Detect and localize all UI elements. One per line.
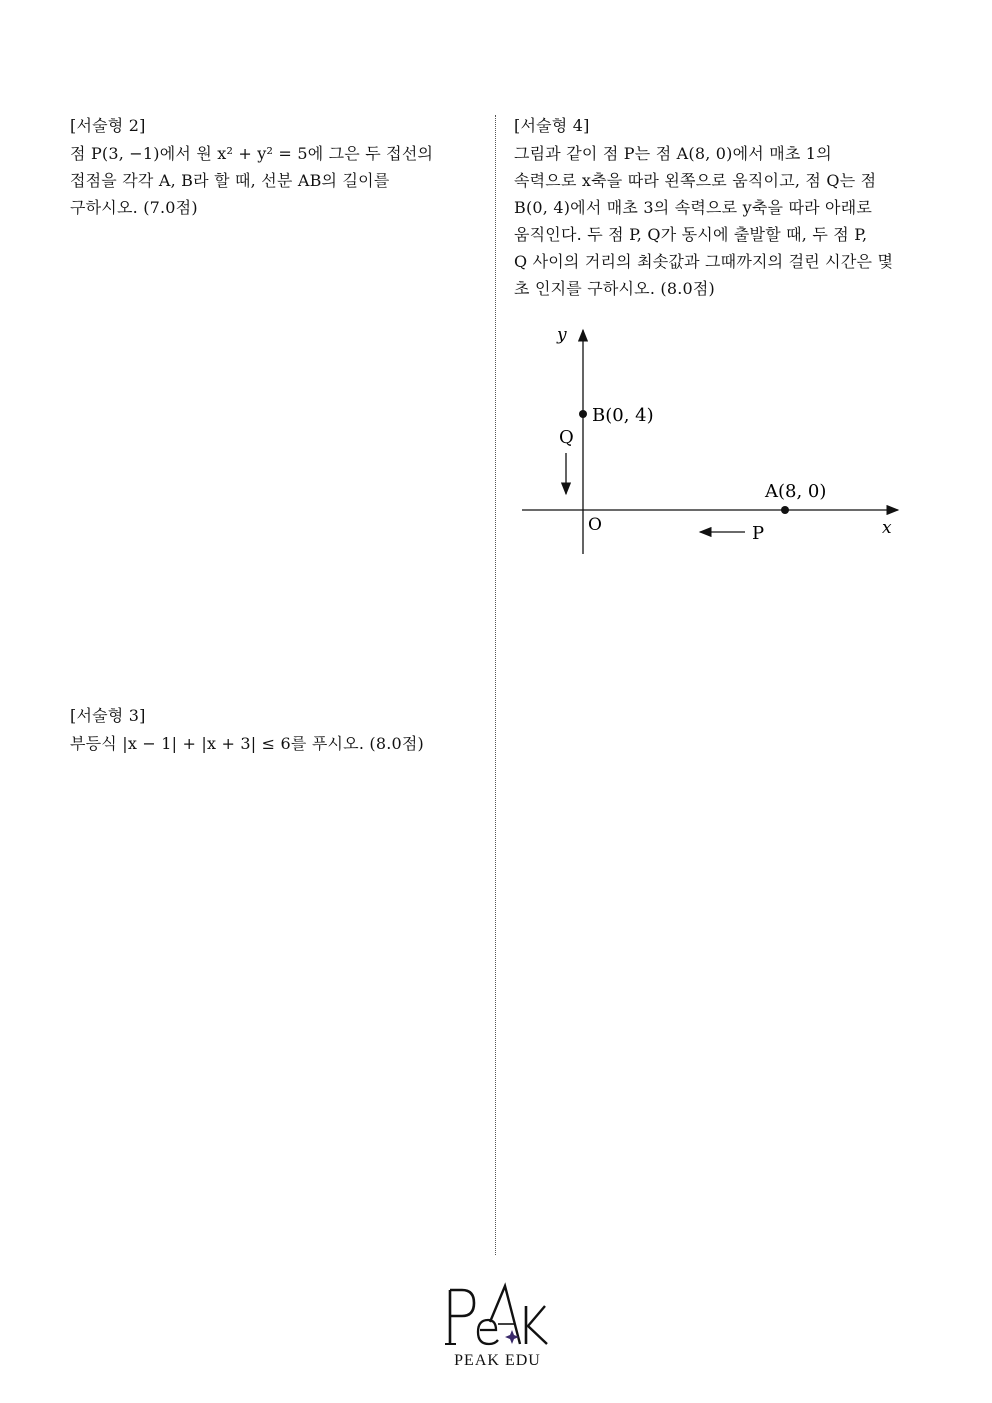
problem-4-line-4: 움직인다. 두 점 P, Q가 동시에 출발할 때, 두 점 P, — [514, 225, 868, 244]
q-label: Q — [559, 427, 574, 448]
x-axis-label: x — [882, 518, 892, 538]
problem-4 — [514, 112, 934, 302]
problem-2-title: [서술형 2] — [70, 116, 146, 135]
problem-4-line-6: 초 인지를 구하시오. (8.0점) — [514, 279, 715, 298]
problem-2-line-1: 점 P(3, −1)에서 원 x² + y² = 5에 그은 두 접선의 — [70, 144, 434, 163]
problem-2-line-2: 접점을 각각 A, B라 할 때, 선분 AB의 길이를 — [70, 171, 390, 190]
peak-logo-mark — [440, 1282, 555, 1352]
problem-3-line-1: 부등식 |x − 1| + |x + 3| ≤ 6를 푸시오. (8.0점) — [70, 734, 424, 753]
origin-label: O — [588, 515, 602, 535]
problem-4-line-2: 속력으로 x축을 따라 왼쪽으로 움직이고, 점 Q는 점 — [514, 171, 877, 190]
point-b — [579, 410, 587, 418]
problem-4-line-1: 그림과 같이 점 P는 점 A(8, 0)에서 매초 1의 — [514, 144, 832, 163]
column-divider — [495, 115, 496, 1255]
point-b-label: B(0, 4) — [592, 405, 654, 426]
point-a — [781, 506, 789, 514]
problem-2 — [70, 112, 470, 221]
coordinate-figure-svg — [510, 318, 910, 568]
problem-4-line-5: Q 사이의 거리의 최솟값과 그때까지의 걸린 시간은 몇 — [514, 252, 894, 271]
y-axis-label: y — [557, 325, 567, 345]
p-label: P — [752, 523, 765, 544]
problem-4-line-3: B(0, 4)에서 매초 3의 속력으로 y축을 따라 아래로 — [514, 198, 873, 217]
problem-3 — [70, 702, 470, 757]
problem-2-line-3: 구하시오. (7.0점) — [70, 198, 198, 217]
coordinate-figure — [510, 318, 910, 568]
point-a-label: A(8, 0) — [765, 481, 827, 502]
problem-4-title: [서술형 4] — [514, 116, 590, 135]
logo-caption: PEAK EDU — [454, 1352, 541, 1369]
problem-3-title: [서술형 3] — [70, 706, 146, 725]
